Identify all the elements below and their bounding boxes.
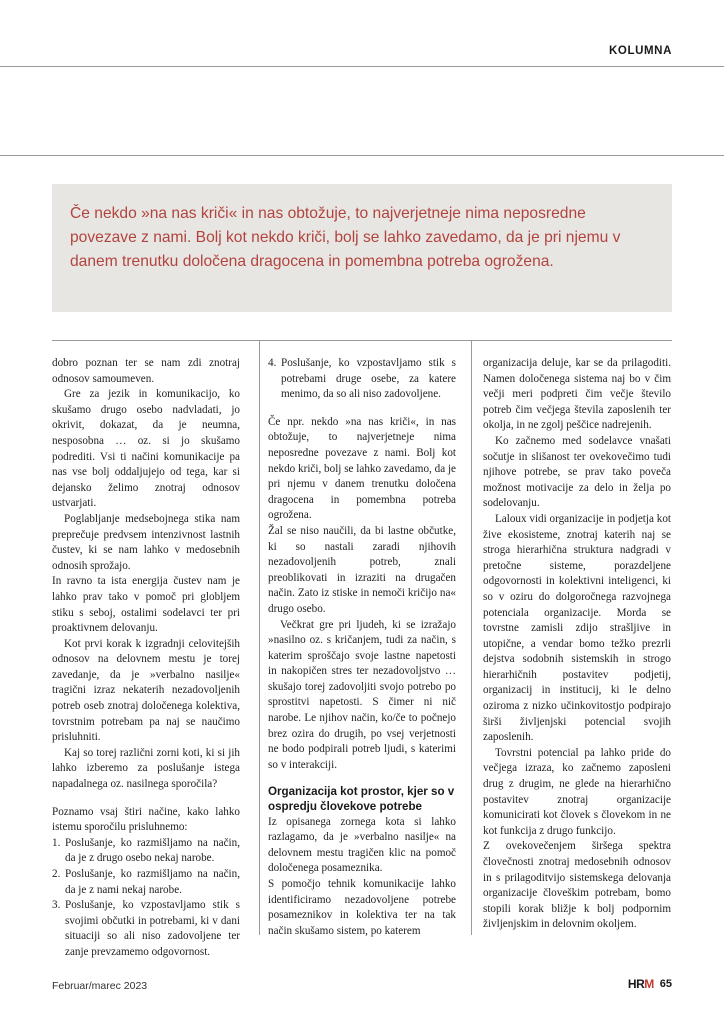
footer-brand <box>628 977 672 991</box>
paragraph: Žal se niso naučili, da bi lastne občutke, ki so nastali zaradi njihovih nezadovoljenih potreb, znali preoblikovati in izraziti na drugačen način. Zato iz stiske in nemoči kričijo na« drugo osebo. <box>268 524 456 615</box>
paragraph: Iz opisanega zornega kota si lahko razlagamo, da je »verbalno nasilje« na delovnem mestu tragičen klic na pomoč določenega posameznika. <box>268 815 456 875</box>
paragraph: In ravno ta ista energija čustev nam je lahko prav tako v pomoč pri globljem stiku s seboj, ostalimi sodelavci ter pri proaktivnem delovanju. <box>52 575 240 635</box>
header-rule <box>0 66 724 67</box>
column-divider-1 <box>259 340 260 935</box>
column-divider-2 <box>471 340 472 935</box>
paragraph: dobro poznan ter se nam zdi znotraj odnosov samoumeven. <box>52 357 240 385</box>
listening-ways-list <box>52 836 240 961</box>
pullquote-box <box>52 184 672 312</box>
paragraph: Z ovekovečenjem širšega spektra človečnosti znotraj medosebnih odnosov in s prilagoditvijo sistemskega delovanja organizacije človeškim potrebam, bomo stopili korak bližje k bolj podpornim življenjskim in delovnim okoljem. <box>483 840 671 931</box>
list-number: 1. <box>52 836 61 849</box>
paragraph: Laloux vidi organizacije in podjetja kot žive ekosisteme, znotraj katerih naj se stroga hierarhična struktura nadgradi v pretočne sisteme, porazdeljene odgovornosti in kolektivni inteligenci, ki so v oziru do dolgoročnega razvojnega potenciala organizacije. Morda se tovrstne zamisli zdijo strašljive in utopične, a vendar bomo težko prezrli dejstva sodobnih sistemskih in strogo hierarhičnih postavitev podjetij, organizacij in institucij, ki le delno oziroma z nizko učinkovitostjo podpirajo širši življenjski potencial svojih zaposlenih. <box>483 512 671 744</box>
columns-top-rule <box>52 340 672 341</box>
list-number: 4. <box>268 357 277 369</box>
magazine-logo: HRM <box>627 977 654 991</box>
list-number: 2. <box>52 868 61 880</box>
paragraph: Večkrat gre pri ljudeh, ki se izražajo »nasilno oz. s kričanjem, tudi za način, s katerim sproščajo svoje lastne napetosti in nakopičen stres ter nezadovoljstvo … skušajo torej zadovoljiti svojo potrebo po sprostitvi napetosti. S čimer ni nič narobe. Le njihov način, ko/če to počnejo brez ozira do drugih, po vsej verjetnosti ne bodo podpirali potreb ljudi, s katerimi so v interakciji. <box>268 618 456 771</box>
listening-ways-list-continued <box>268 356 456 403</box>
paragraph: Poznamo vsaj štiri načine, kako lahko istemu sporočilu prisluhnemo: <box>52 805 240 834</box>
pullquote-text: Če nekdo »na nas kriči« in nas obtožuje, to najverjetneje nima neposredne povezave z nami. Bolj kot nekdo kriči, bolj se lahko zavedamo, da je pri njemu v danem trenutku določena dragocena in pomembna potreba ogrožena. <box>70 205 621 270</box>
issue-date: Februar/marec 2023 <box>52 980 148 992</box>
list-number: 3. <box>52 899 61 912</box>
section-heading: Organizacija kot prostor, kjer so v ospredju človekove potrebe <box>268 785 455 814</box>
paragraph: organizacija deluje, kar se da prilagoditi. Namen določenega sistema naj bo v čim večji meri podpreti čim večje število potreb čim večjega števila zaposlenih ter okolja, in ne zgolj peščice nadrejenih. <box>483 357 671 432</box>
list-item-text: Poslušanje, ko razmišljamo na način, da je z nami nekaj narobe. <box>65 868 240 896</box>
paragraph: Kaj so torej različni zorni koti, ki si jih lahko izberemo za poslušanje istega napadalnega oz. nasilnega sporočila? <box>52 746 240 791</box>
paragraph: S pomočjo tehnik komunikacije lahko identificiramo nezadovoljene potrebe posameznikov in kolektiva ter na tak način skušamo sistem, po katerem <box>268 878 456 937</box>
list-item <box>52 898 240 960</box>
paragraph: Če npr. nekdo »na nas kriči«, in nas obtožuje, to najverjetneje nima neposredne povezave z nami. Bolj kot nekdo kriči, bolj se lahko zavedamo, da je pri njemu v danem trenutku določena dragocena in pomembna potreba ogrožena. <box>268 415 456 522</box>
article-column-1 <box>52 356 240 961</box>
upper-rule <box>0 155 724 156</box>
list-item <box>52 836 240 867</box>
page-number: 65 <box>659 978 672 990</box>
list-item-text: Poslušanje, ko vzpostavljamo stik s svojimi občutki in potrebami, ki v dani situaciji so ali niso zadovoljene ter zanje prevzamemo odgovornost. <box>65 899 240 958</box>
section-label: KOLUMNA <box>609 45 672 57</box>
paragraph: Ko začnemo med sodelavce vnašati sočutje in slišanost ter ovekovečimo tudi njihove potrebe, se prav tako poveča možnost motivacije za delo in želja po sodelovanju. <box>483 434 671 510</box>
list-item <box>52 867 240 898</box>
paragraph: Kot prvi korak k izgradnji celovitejših odnosov na delovnem mestu je torej zavedanje, da je »verbalno nasilje« tragični izraz nekaterih nezadovoljenih potreb oseb znotraj določenega kolektiva, tovrstnim potrebam pa naj se naučimo prisluhniti. <box>52 637 240 744</box>
list-item-text: Poslušanje, ko razmišljamo na način, da je z drugo osebo nekaj narobe. <box>65 836 240 865</box>
article-column-3 <box>483 356 671 933</box>
article-column-2 <box>268 356 456 939</box>
list-item <box>268 356 456 403</box>
paragraph: Poglabljanje medsebojnega stika nam preprečuje predvsem intenzivnost lastnih čustev, ki se nam lahko v medosebnih odnosih sprožajo. <box>52 512 240 572</box>
paragraph: Tovrstni potencial pa lahko pride do večjega izraza, ko začnemo zaposleni drug z drugim, ne glede na hierarhično postavitev znotraj organizacije komunicirati kot človek s človekom in ne kot funkcija z drugo funkcijo. <box>483 746 671 837</box>
list-item-text: Poslušanje, ko vzpostavljamo stik s potrebami druge osebe, za katere menimo, da so ali niso zadovoljene. <box>281 357 456 401</box>
paragraph: Gre za jezik in komunikacijo, ko skušamo drugo osebo nadvladati, jo okrivit, dokazat, da je neumna, nesposobna … oz. si jo skušamo podrediti. Vsi ti načini komunikacije pa nas vse bolj oddaljujejo od tega, kar si dejansko želimo znotraj odnosov ustvarjati. <box>52 388 240 510</box>
